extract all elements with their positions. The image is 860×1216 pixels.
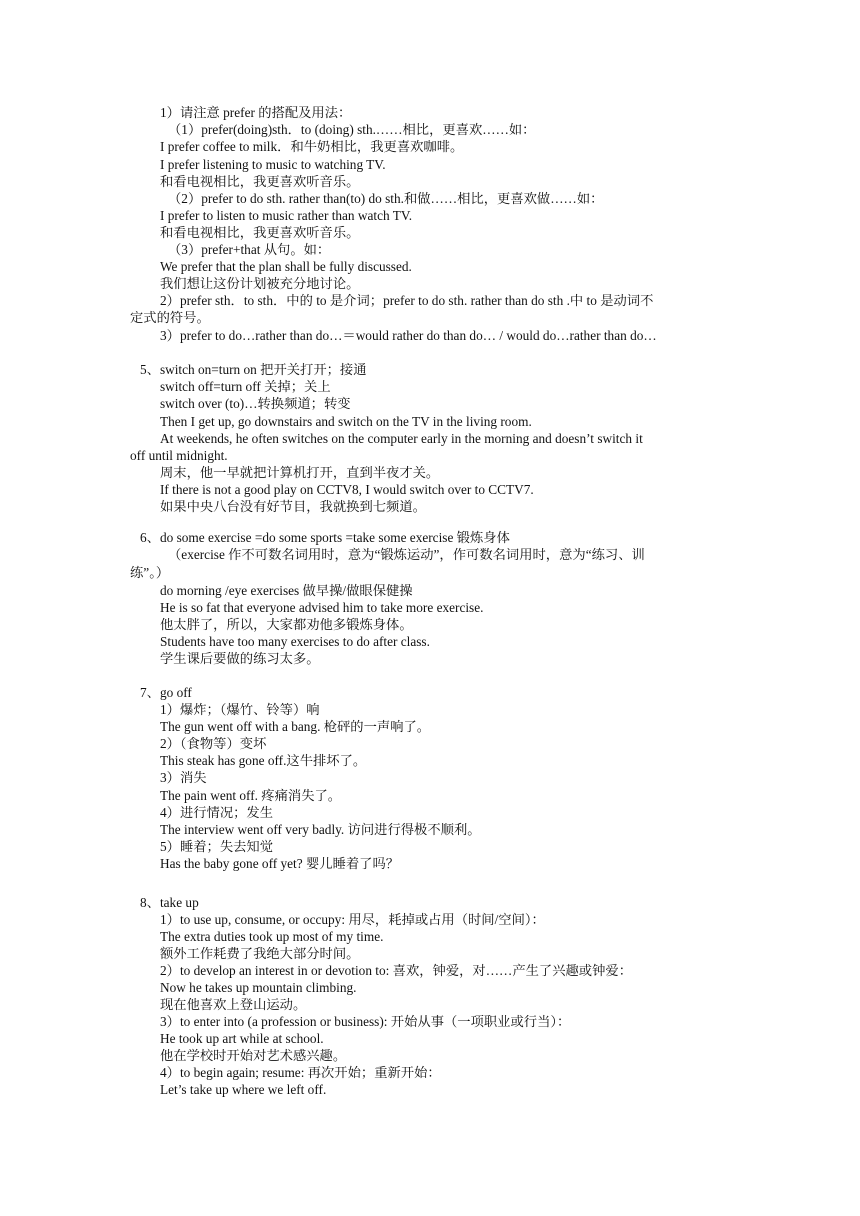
text-line: Then I get up, go downstairs and switch on the TV in the living room. bbox=[160, 414, 532, 429]
text-line: 1）请注意 prefer 的搭配及用法： bbox=[160, 105, 352, 120]
text-line: 他在学校时开始对艺术感兴趣。 bbox=[160, 1048, 347, 1063]
text-line: 2）（食物等）变坏 bbox=[160, 736, 267, 751]
text-line: （1）prefer(doing)sth．to (doing) sth.……相比，更喜欢……如： bbox=[168, 122, 536, 137]
text-line: Let’s take up where we left off. bbox=[160, 1082, 327, 1097]
text-line: 现在他喜欢上登山运动。 bbox=[160, 997, 307, 1012]
text-line: He took up art while at school. bbox=[160, 1031, 324, 1046]
text-line: 如果中央八台没有好节目，我就换到七频道。 bbox=[160, 499, 426, 514]
text-line: He is so fat that everyone advised him to take more exercise. bbox=[160, 600, 484, 615]
text-line: 1）爆炸；（爆竹、铃等）响 bbox=[160, 702, 320, 717]
text-line: 3）消失 bbox=[160, 770, 207, 785]
text-line: 定式的符号。 bbox=[130, 310, 210, 325]
section-heading: 8、take up bbox=[140, 895, 199, 910]
text-line: 他太胖了，所以，大家都劝他多锻炼身体。 bbox=[160, 617, 413, 632]
section-heading: 5、switch on=turn on 把开关打开；接通 bbox=[140, 362, 367, 377]
text-line: 练”。） bbox=[130, 565, 170, 580]
text-line: switch over (to)…转换频道；转变 bbox=[160, 396, 351, 411]
text-line: Students have too many exercises to do after class. bbox=[160, 634, 430, 649]
section-heading: 7、go off bbox=[140, 685, 192, 700]
text-line: The pain went off. 疼痛消失了。 bbox=[160, 788, 342, 803]
text-line: 额外工作耗费了我绝大部分时间。 bbox=[160, 946, 360, 961]
text-line: Now he takes up mountain climbing. bbox=[160, 980, 357, 995]
text-line: 3）prefer to do…rather than do…＝would rather do than do… / would do…rather than do… bbox=[160, 328, 657, 343]
text-line: The extra duties took up most of my time. bbox=[160, 929, 384, 944]
text-line: switch off=turn off 关掉；关上 bbox=[160, 379, 331, 394]
text-line: At weekends, he often switches on the computer early in the morning and doesn’t switch it bbox=[160, 431, 643, 446]
text-line: 周末，他一早就把计算机打开，直到半夜才关。 bbox=[160, 465, 440, 480]
text-line: I prefer to listen to music rather than watch TV. bbox=[160, 208, 413, 223]
text-line: 4）to begin again; resume: 再次开始；重新开始： bbox=[160, 1065, 441, 1080]
text-line: 4）进行情况；发生 bbox=[160, 805, 274, 820]
section-heading: 6、do some exercise =do some sports =take some exercise 锻炼身体 bbox=[140, 530, 510, 545]
text-line: 学生课后要做的练习太多。 bbox=[160, 651, 320, 666]
text-line: 2）to develop an interest in or devotion to: 喜欢，钟爱，对……产生了兴趣或钟爱： bbox=[160, 963, 632, 978]
text-line: This steak has gone off.这牛排坏了。 bbox=[160, 753, 367, 768]
text-line: （exercise 作不可数名词用时，意为“锻炼运动”，作可数名词用时，意为“练习、训 bbox=[168, 547, 645, 562]
text-line: （3）prefer+that 从句。如： bbox=[168, 242, 331, 257]
text-line: 我们想让这份计划被充分地讨论。 bbox=[160, 276, 360, 291]
text-line: do morning /eye exercises 做早操/做眼保健操 bbox=[160, 583, 413, 598]
text-line: 和看电视相比，我更喜欢听音乐。 bbox=[160, 174, 360, 189]
text-line: off until midnight. bbox=[130, 448, 228, 463]
text-line: 和看电视相比，我更喜欢听音乐。 bbox=[160, 225, 360, 240]
text-line: The gun went off with a bang. 枪砰的一声响了。 bbox=[160, 719, 431, 734]
text-line: （2）prefer to do sth. rather than(to) do sth.和做……相比，更喜欢做……如： bbox=[168, 191, 604, 206]
text-line: We prefer that the plan shall be fully discussed. bbox=[160, 259, 412, 274]
text-line: Has the baby gone off yet? 婴儿睡着了吗？ bbox=[160, 856, 400, 871]
text-line: The interview went off very badly. 访问进行得极不顺利。 bbox=[160, 822, 481, 837]
text-line: 2）prefer sth．to sth．中的 to 是介词；prefer to do sth. rather than do sth .中 to 是动词不 bbox=[160, 293, 654, 308]
text-line: 3）to enter into (a profession or business): 开始从事（一项职业或行当）： bbox=[160, 1014, 571, 1029]
text-line: I prefer coffee to milk．和牛奶相比，我更喜欢咖啡。 bbox=[160, 139, 464, 154]
text-line: If there is not a good play on CCTV8, I would switch over to CCTV7. bbox=[160, 482, 534, 497]
text-line: 5）睡着；失去知觉 bbox=[160, 839, 274, 854]
text-line: 1）to use up, consume, or occupy: 用尽，耗掉或占用（时间/空间）： bbox=[160, 912, 545, 927]
text-line: I prefer listening to music to watching TV. bbox=[160, 157, 386, 172]
